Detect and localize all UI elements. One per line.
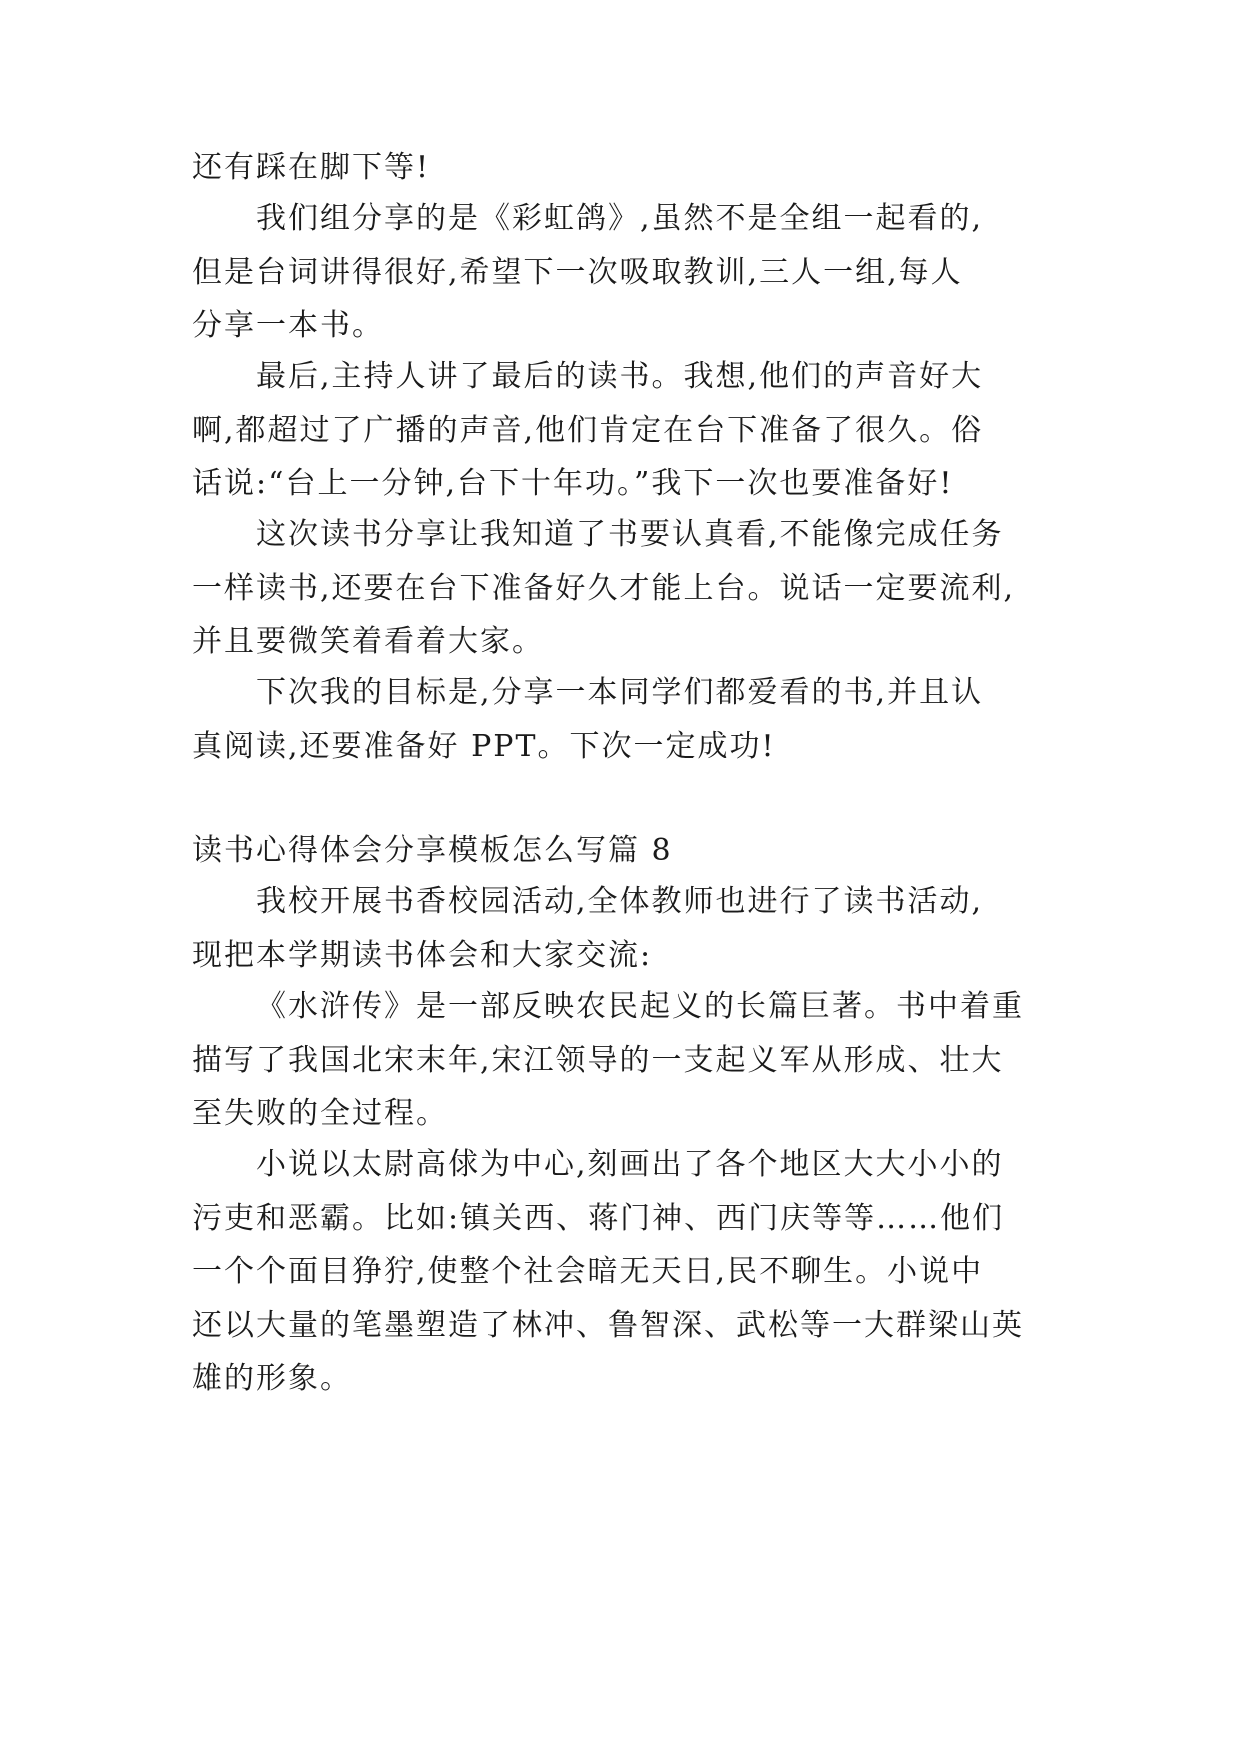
- paragraph-line: 啊,都超过了广播的声音,他们肯定在台下准备了很久。俗: [192, 413, 984, 448]
- paragraph-line: 下次我的目标是,分享一本同学们都爱看的书,并且认: [256, 675, 984, 710]
- paragraph-line: 现把本学期读书体会和大家交流:: [192, 938, 653, 973]
- paragraph-line: 并且要微笑着看着大家。: [192, 624, 544, 659]
- paragraph-line: 《水浒传》是一部反映农民起义的长篇巨著。书中着重: [256, 989, 1024, 1024]
- paragraph-line: 我校开展书香校园活动,全体教师也进行了读书活动,: [256, 884, 984, 919]
- paragraph-line: 还以大量的笔墨塑造了林冲、鲁智深、武松等一大群梁山英: [192, 1308, 1024, 1343]
- section-heading: 读书心得体会分享模板怎么写篇 8: [192, 833, 673, 868]
- paragraph-line: 至失败的全过程。: [192, 1096, 448, 1131]
- paragraph-line: 雄的形象。: [192, 1361, 352, 1396]
- paragraph-line: 真阅读,还要准备好 PPT。下次一定成功!: [192, 729, 776, 764]
- paragraph-line: 话说:“台上一分钟,台下十年功。”我下一次也要准备好!: [192, 466, 954, 501]
- paragraph-line: 一个个面目狰狞,使整个社会暗无天日,民不聊生。小说中: [192, 1254, 984, 1289]
- paragraph-line: 但是台词讲得很好,希望下一次吸取教训,三人一组,每人: [192, 255, 963, 290]
- paragraph-line: 这次读书分享让我知道了书要认真看,不能像完成任务: [256, 517, 1004, 552]
- paragraph-line: 描写了我国北宋末年,宋江领导的一支起义军从形成、壮大: [192, 1043, 1004, 1078]
- paragraph-line: 一样读书,还要在台下准备好久才能上台。说话一定要流利,: [192, 571, 1016, 606]
- paragraph-line: 分享一本书。: [192, 308, 384, 343]
- paragraph-line: 污吏和恶霸。比如:镇关西、蒋门神、西门庆等等……他们: [192, 1201, 1005, 1236]
- paragraph-line: 我们组分享的是《彩虹鸽》,虽然不是全组一起看的,: [256, 201, 984, 236]
- paragraph-line: 还有踩在脚下等!: [192, 150, 431, 185]
- paragraph-line: 最后,主持人讲了最后的读书。我想,他们的声音好大: [256, 359, 984, 394]
- paragraph-line: 小说以太尉高俅为中心,刻画出了各个地区大大小小的: [256, 1147, 1004, 1182]
